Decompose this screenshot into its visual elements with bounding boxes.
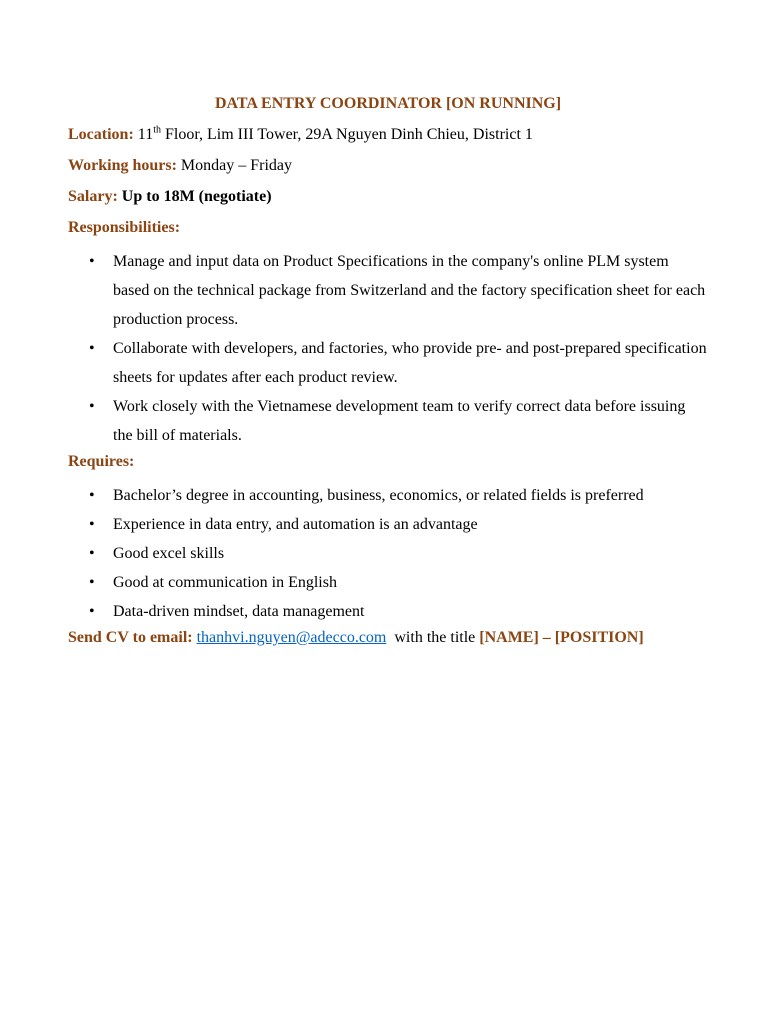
list-item-text: Work closely with the Vietnamese development team to verify correct data before issuing the bill of materials.: [113, 398, 686, 444]
list-item: [68, 539, 708, 568]
requires-heading: Requires:: [68, 453, 135, 470]
bullet-icon: •: [89, 574, 95, 591]
send-cv-line: [68, 626, 708, 650]
working-hours-label: Working hours:: [68, 157, 177, 174]
email-subject-format: [NAME] – [POSITION]: [479, 629, 644, 646]
working-hours-line: [68, 154, 708, 178]
location-floor-number: 11: [137, 126, 154, 143]
responsibilities-list: [68, 247, 708, 450]
list-item: [68, 481, 708, 510]
bullet-icon: •: [89, 398, 95, 415]
bullet-icon: •: [89, 545, 95, 562]
list-item-text: Manage and input data on Product Specifications in the company's online PLM system based on the technical package from Switzerland and the factory specification sheet for each production process.: [113, 253, 706, 328]
send-cv-label: Send CV to email:: [68, 629, 193, 646]
list-item: [68, 510, 708, 539]
job-title: DATA ENTRY COORDINATOR [ON RUNNING]: [214, 95, 562, 112]
location-label: Location:: [68, 126, 134, 143]
bullet-icon: •: [89, 253, 95, 270]
list-item: [68, 334, 708, 392]
list-item-text: Good at communication in English: [113, 574, 337, 591]
list-item-text: Collaborate with developers, and factories, who provide pre- and post-prepared specification sheets for updates after each product review.: [113, 340, 707, 386]
list-item: [68, 247, 708, 334]
working-hours-value: Monday – Friday: [180, 157, 293, 174]
list-item-text: Bachelor’s degree in accounting, business, economics, or related fields is preferred: [113, 487, 644, 504]
list-item-text: Good excel skills: [113, 545, 225, 562]
list-item: [68, 568, 708, 597]
list-item-text: Experience in data entry, and automation is an advantage: [113, 516, 478, 533]
location-address: Floor, Lim III Tower, 29A Nguyen Dinh Chieu, District 1: [160, 126, 533, 143]
salary-label: Salary:: [68, 188, 118, 205]
bullet-icon: •: [89, 603, 95, 620]
salary-value: Up to 18M (negotiate): [121, 188, 272, 205]
requires-list: [68, 481, 708, 626]
list-item: [68, 597, 708, 626]
bullet-icon: •: [89, 340, 95, 357]
job-posting-document: [68, 92, 708, 650]
responsibilities-heading: Responsibilities:: [68, 219, 181, 236]
list-item: [68, 392, 708, 450]
bullet-icon: •: [89, 516, 95, 533]
salary-line: [68, 185, 708, 209]
location-line: [68, 123, 708, 147]
email-link[interactable]: thanhvi.nguyen@adecco.com: [196, 629, 387, 646]
location-floor-suffix: th: [153, 124, 161, 136]
send-cv-middle-text: with the title: [394, 629, 476, 646]
bullet-icon: •: [89, 487, 95, 504]
list-item-text: Data-driven mindset, data management: [113, 603, 365, 620]
